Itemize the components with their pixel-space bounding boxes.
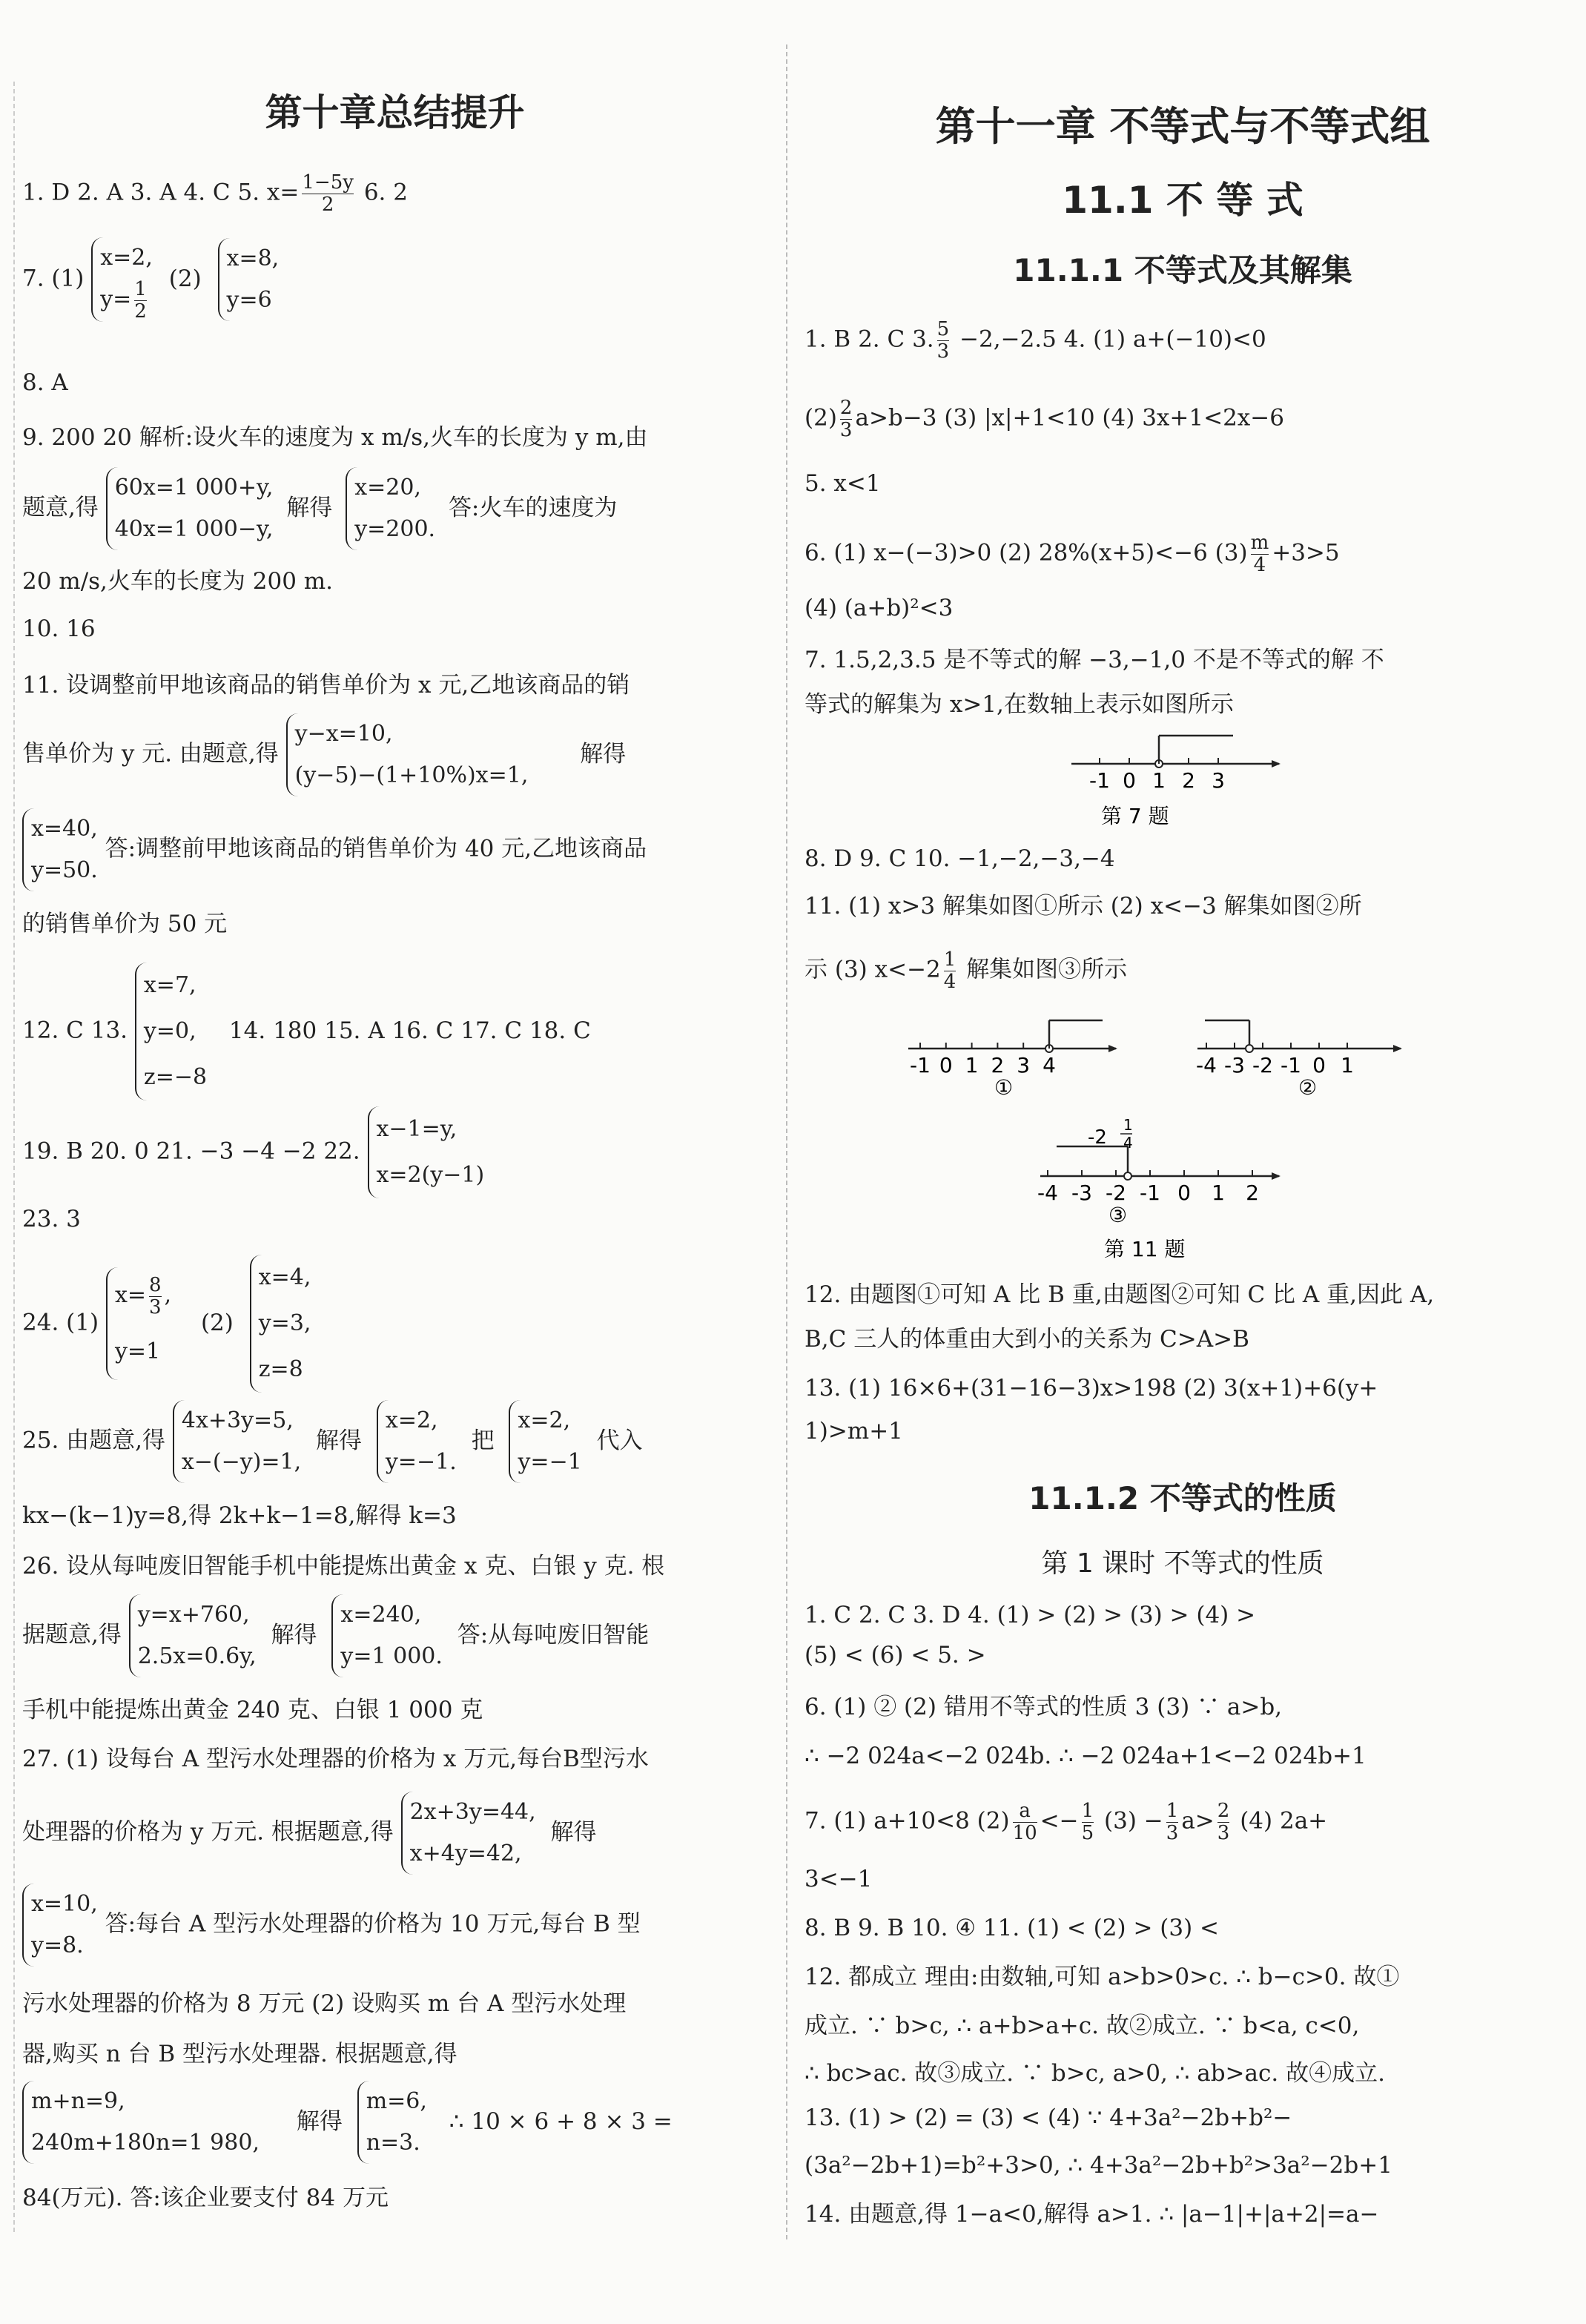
tick-label: 4	[1043, 1053, 1056, 1077]
answer-27-line4: 污水处理器的价格为 8 万元 (2) 设购买 m 台 A 型污水处理	[22, 1990, 627, 2017]
r2-answer-6-line2: ∴ −2 024a<−2 024b. ∴ −2 024a+1<−2 024b+1	[804, 1743, 1367, 1769]
tick-label: -3	[1071, 1181, 1092, 1205]
answers-12-18: 12. C 13. x=7, y=0, z=−8 14. 180 15. A 16. C 17. C 18. C	[22, 963, 591, 1100]
number-line-11	[908, 1011, 1472, 1271]
answers-1-6	[22, 172, 408, 215]
r2-answer-7: 7. (1) a+10<8 (2) $\frac{a}{10}$ <− $\frac{1}{5}$ (3) − $\frac{1}{3}$ a> $\frac{2}{3}$ (4) 2a+	[804, 1800, 1328, 1844]
tick-label: 0	[939, 1053, 953, 1077]
tick-label: 0	[1177, 1181, 1191, 1205]
right-column	[804, 0, 1561, 2324]
tick-label: -1	[1089, 768, 1110, 793]
figure-caption: 第 11 题	[1104, 1237, 1186, 1261]
answer-11-line1: 11. 设调整前甲地该商品的销售单价为 x 元,乙地该商品的销	[22, 672, 630, 699]
tick-label: -2	[1252, 1053, 1273, 1077]
left-column	[22, 0, 767, 2324]
tick-label: -3	[1224, 1053, 1245, 1077]
r-answer-6: 6. (1) x−(−3)>0 (2) 28%(x+5)<−6 (3) $\frac{m}{4}$ +3>5	[804, 532, 1340, 576]
answer-27-line6: m+n=9, 240m+180n=1 980, 解得 m=6, n=3. ∴ 10 × 6 + 8 × 3 =	[22, 2081, 673, 2164]
r2-answer-14: 14. 由题意,得 1−a<0,解得 a>1. ∴ |a−1|+|a+2|=a−	[804, 2201, 1379, 2228]
answer-24: 24. (1) x= $\frac{8}{3}$ , y=1 (2) x=4, y=3, z=8	[22, 1255, 311, 1393]
r2-answer-12-line3: ∴ bc>ac. 故③成立. ∵ b>c, a>0, ∴ ab>ac. 故④成立.	[804, 2060, 1385, 2087]
equation-system: x=2, y= $\frac{1}{2}$	[91, 237, 153, 322]
equation-system: x=4, y=3, z=8	[250, 1255, 311, 1393]
answer-25-line1: 25. 由题意,得 4x+3y=5, x−(−y)=1, 解得 x=2, y=−1. 把 x=2, y=−1 代入	[22, 1400, 643, 1483]
tick-label: 0	[1123, 768, 1136, 793]
answer-8: 8. A	[22, 369, 68, 396]
fraction: $\frac{1-5y}{2}$	[302, 171, 354, 216]
tick-label: -1	[1281, 1053, 1301, 1077]
answer-27-line1: 27. (1) 设每台 A 型污水处理器的价格为 x 万元,每台B型污水	[22, 1746, 649, 1772]
answer-text: 6. 2	[363, 179, 408, 206]
r2-answers-1-4: 1. C 2. C 3. D 4. (1) > (2) > (3) > (4) >	[804, 1602, 1256, 1628]
tick-label: 2	[1246, 1181, 1259, 1205]
figure-label: ①	[994, 1075, 1014, 1100]
figure-label: ③	[1108, 1203, 1128, 1227]
equation-system: x=40, y=50.	[22, 808, 98, 891]
equation-system: x=2, y=−1.	[377, 1400, 457, 1483]
equation-system: 60x=1 000+y, 40x=1 000−y,	[106, 467, 274, 550]
equation-system: y−x=10, (y−5)−(1+10%)x=1,	[286, 713, 529, 796]
tick-label: 2	[991, 1053, 1005, 1077]
equation-system: x=10, y=8.	[22, 1884, 98, 1967]
tick-label: -2	[1106, 1181, 1126, 1205]
equation-system: x−1=y, x=2(y−1)	[368, 1106, 485, 1198]
answer-27-line5: 器,购买 n 台 B 型污水处理器. 根据题意,得	[22, 2041, 457, 2067]
equation-system: y=x+760, 2.5x=0.6y,	[129, 1594, 257, 1677]
answer-26-line3: 手机中能提炼出黄金 240 克、白银 1 000 克	[22, 1697, 483, 1723]
margin-rule-left	[13, 82, 15, 2232]
answer-text: 1. D 2. A 3. A 4. C 5. x=	[22, 179, 300, 206]
number-line-7	[1071, 731, 1324, 835]
chapter-title-left: 第十章总结提升	[265, 91, 525, 134]
answer-26-line2: 据题意,得 y=x+760, 2.5x=0.6y, 解得 x=240, y=1 000. 答:从每吨废旧智能	[22, 1594, 649, 1677]
r2-answers-8-11: 8. B 9. B 10. ④ 11. (1) < (2) > (3) <	[804, 1915, 1220, 1941]
section-title: 11.1 不 等 式	[1062, 179, 1304, 222]
equation-system: 4x+3y=5, x−(−y)=1,	[173, 1400, 301, 1483]
r2-answer-6-line1: 6. (1) ② (2) 错用不等式的性质 3 (3) ∵ a>b,	[804, 1694, 1283, 1720]
number-line-figure-11	[908, 1011, 1472, 1274]
answer-27-line3: x=10, y=8. 答:每台 A 型污水处理器的价格为 10 万元,每台 B 型	[22, 1884, 641, 1967]
tick-label: -4	[1196, 1053, 1217, 1077]
answer-23: 23. 3	[22, 1206, 81, 1232]
r-answer-12-line2: B,C 三人的体重由大到小的关系为 C>A>B	[804, 1326, 1249, 1353]
tick-label: 0	[1312, 1053, 1326, 1077]
answers-19-22: 19. B 20. 0 21. −3 −4 −2 22. x−1=y, x=2(y−1)	[22, 1106, 484, 1198]
subsection-title-2: 11.1.2 不等式的性质	[1028, 1480, 1337, 1516]
r2-answer-13-line1: 13. (1) > (2) = (3) < (4) ∵ 4+3a²−2b+b²−	[804, 2105, 1292, 2131]
r2-answer-12-line1: 12. 都成立 理由:由数轴,可知 a>b>0>c. ∴ b−c>0. 故①	[804, 1964, 1400, 1990]
answer-label: (2)	[168, 265, 202, 292]
r2-answer-7-cont: 3<−1	[804, 1866, 873, 1892]
r-answer-4-cont: (2) $\frac{2}{3}$ a>b−3 (3) |x|+1<10 (4) 3x+1<2x−6	[804, 397, 1284, 441]
figure-caption: 第 7 题	[1101, 804, 1169, 828]
equation-system: m=6, n=3.	[357, 2081, 427, 2164]
tick-label: 1	[1152, 768, 1166, 793]
equation-system: x=240, y=1 000.	[331, 1594, 443, 1677]
r2-answer-12-line2: 成立. ∵ b>c, ∴ a+b>a+c. 故②成立. ∵ b<a, c<0,	[804, 2013, 1360, 2039]
r-answers-8-10: 8. D 9. C 10. −1,−2,−3,−4	[804, 845, 1115, 872]
equation-system: m+n=9, 240m+180n=1 980,	[22, 2081, 260, 2164]
equation-system: x=8, y=6	[218, 238, 280, 321]
equation-system: x=2, y=−1	[509, 1400, 581, 1483]
answer-9-line3: 20 m/s,火车的长度为 200 m.	[22, 568, 334, 595]
tick-label: -1	[910, 1053, 931, 1077]
tick-label: -1	[1140, 1181, 1160, 1205]
answer-26-line1: 26. 设从每吨废旧智能手机中能提炼出黄金 x 克、白银 y 克. 根	[22, 1553, 665, 1579]
answer-10: 10. 16	[22, 615, 96, 642]
tick-label: 3	[1017, 1053, 1031, 1077]
r-answer-11-line1: 11. (1) x>3 解集如图①所示 (2) x<−3 解集如图②所	[804, 893, 1362, 920]
number-line-figure-7	[1071, 731, 1324, 838]
tick-label: 2	[1182, 768, 1195, 793]
answer-label: 7. (1)	[22, 265, 85, 292]
r-answer-6-cont: (4) (a+b)²<3	[804, 595, 954, 621]
figure-mark-den: 4	[1123, 1134, 1133, 1152]
r-answer-5: 5. x<1	[804, 470, 881, 497]
r-answers-1-4: 1. B 2. C 3. $\frac{5}{3}$ −2,−2.5 4. (1) a+(−10)<0	[804, 318, 1266, 363]
answer-11-line2: 售单价为 y 元. 由题意,得 y−x=10, (y−5)−(1+10%)x=1, 解得	[22, 713, 626, 796]
tick-label: 1	[1341, 1053, 1354, 1077]
r2-answer-13-line2: (3a²−2b+1)=b²+3>0, ∴ 4+3a²−2b+b²>3a²−2b+1	[804, 2152, 1392, 2179]
answer-27-line2: 处理器的价格为 y 万元. 根据题意,得 2x+3y=44, x+4y=42, 解得	[22, 1792, 597, 1875]
equation-system: x=20, y=200.	[346, 467, 435, 550]
answer-27-line7: 84(万元). 答:该企业要支付 84 万元	[22, 2185, 389, 2211]
tick-label: 1	[1212, 1181, 1225, 1205]
answer-9-line2: 题意,得 60x=1 000+y, 40x=1 000−y, 解得 x=20, y=200. 答:火车的速度为	[22, 467, 617, 550]
r-answer-11-line2: 示 (3) x<−2 $\frac{1}{4}$ 解集如图③所示	[804, 948, 1128, 993]
equation-system: x= $\frac{8}{3}$ , y=1	[106, 1267, 171, 1380]
r-answer-12-line1: 12. 由题图①可知 A 比 B 重,由题图②可知 C 比 A 重,因此 A,	[804, 1281, 1435, 1308]
answer-25-line2: kx−(k−1)y=8,得 2k+k−1=8,解得 k=3	[22, 1502, 457, 1529]
answer-7	[22, 237, 279, 322]
equation-system: x=7, y=0, z=−8	[135, 963, 207, 1100]
r-answer-7-line2: 等式的解集为 x>1,在数轴上表示如图所示	[804, 691, 1234, 718]
r-answer-13-line2: 1)>m+1	[804, 1418, 903, 1445]
chapter-title-right: 第十一章 不等式与不等式组	[935, 103, 1430, 150]
r2-answers-4-5: (5) < (6) < 5. >	[804, 1642, 986, 1668]
column-divider	[786, 44, 787, 2239]
r-answer-13-line1: 13. (1) 16×6+(31−16−3)x>198 (2) 3(x+1)+6(y+	[804, 1375, 1378, 1402]
figure-mark-label: -2	[1088, 1126, 1107, 1149]
figure-label: ②	[1298, 1075, 1318, 1100]
tick-label: 3	[1212, 768, 1225, 793]
figure-mark-num: 1	[1123, 1116, 1133, 1134]
answer-9-line1: 9. 200 20 解析:设火车的速度为 x m/s,火车的长度为 y m,由	[22, 424, 648, 451]
equation-system: 2x+3y=44, x+4y=42,	[401, 1792, 536, 1875]
answer-11-line3: x=40, y=50. 答:调整前甲地该商品的销售单价为 40 元,乙地该商品	[22, 808, 647, 891]
tick-label: -4	[1037, 1181, 1058, 1205]
tick-label: 1	[965, 1053, 979, 1077]
r-answer-7-line1: 7. 1.5,2,3.5 是不等式的解 −3,−1,0 不是不等式的解 不	[804, 647, 1384, 673]
lesson-title: 第 1 课时 不等式的性质	[1041, 1548, 1324, 1579]
answer-11-line4: 的销售单价为 50 元	[22, 911, 228, 937]
subsection-title-1: 11.1.1 不等式及其解集	[1013, 252, 1352, 288]
